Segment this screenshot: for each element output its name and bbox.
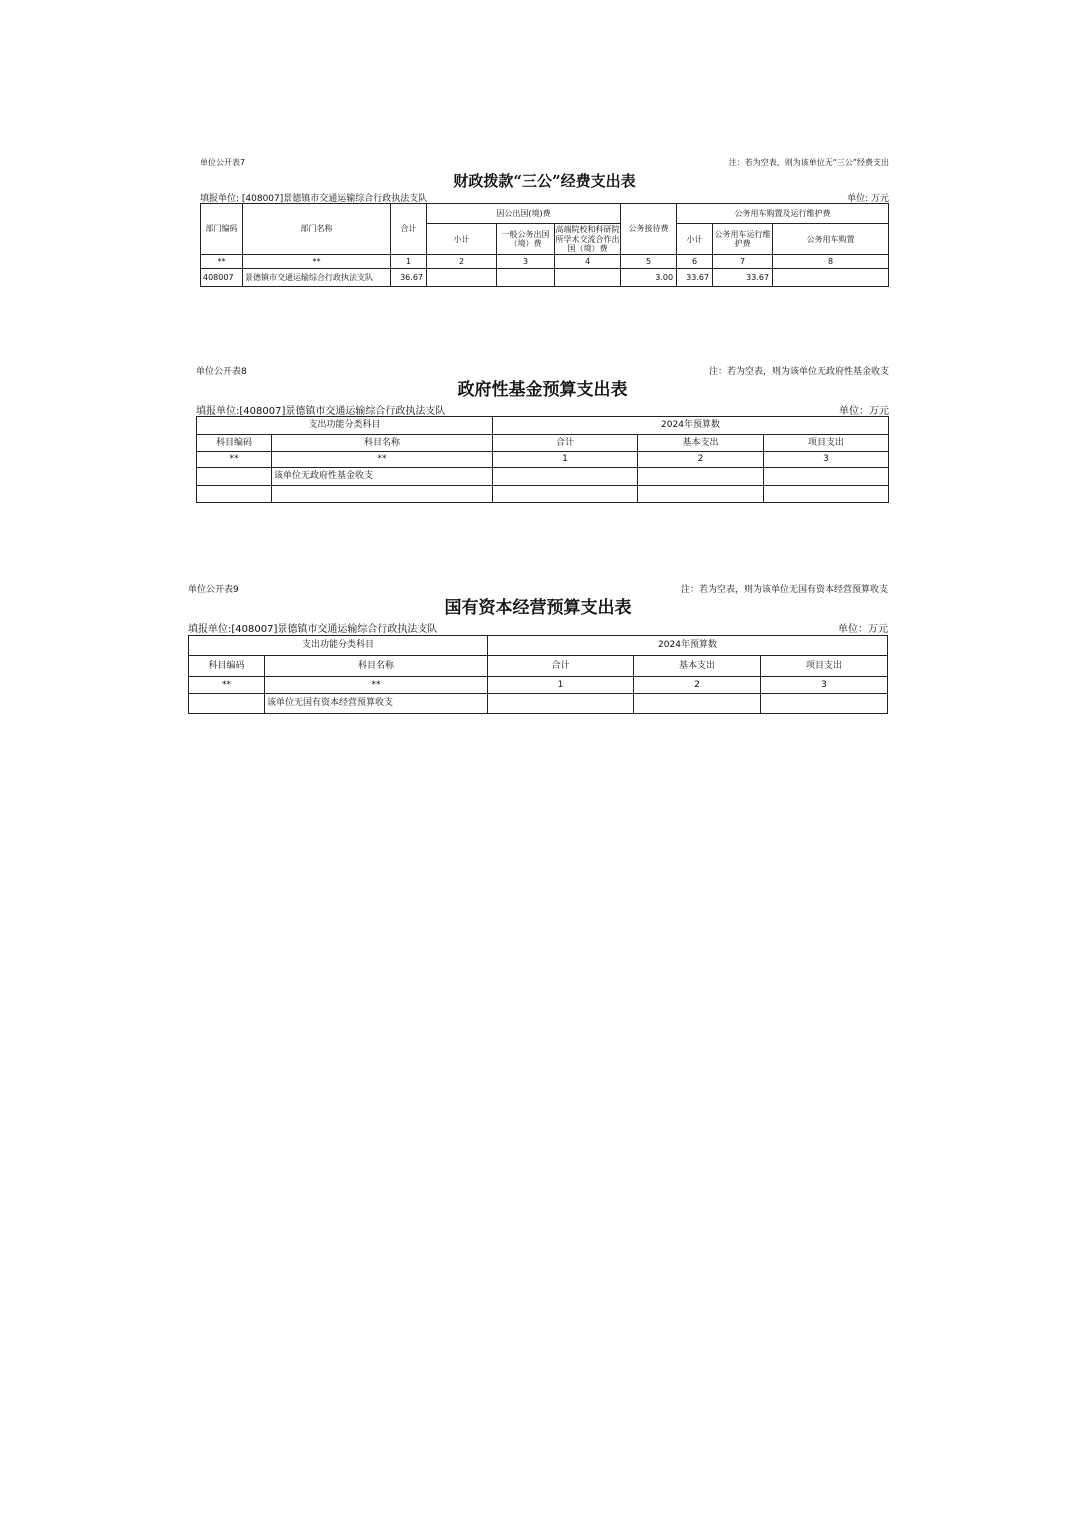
header-reception: 公务接待费 <box>621 204 677 255</box>
header-vehicle-run: 公务用车运行维护费 <box>713 224 773 255</box>
table9-unit: 单位：万元 <box>838 624 888 635</box>
table9-index-row <box>189 677 888 694</box>
table9-label: 单位公开表9 <box>188 585 239 595</box>
index-cell: 3 <box>764 452 889 468</box>
table9-filler: 填报单位:[408007]景德镇市交通运输综合行政执法支队 <box>188 624 438 635</box>
table7-note: 注：若为空表，则为该单位无“三公”经费支出 <box>728 158 889 167</box>
cell-vehicle-sub: 33.67 <box>677 269 713 287</box>
header-code: 科目编码 <box>197 435 272 452</box>
header-abroad: 因公出国(境)费 <box>427 204 621 224</box>
index-cell: ** <box>265 677 488 694</box>
cell-total <box>493 468 638 486</box>
table8-filler: 填报单位:[408007]景德镇市交通运输综合行政执法支队 <box>196 406 446 417</box>
cell-name: 该单位无政府性基金收支 <box>272 468 493 486</box>
table8-section <box>196 364 889 503</box>
cell-project <box>764 468 889 486</box>
header-name: 科目名称 <box>272 435 493 452</box>
table8-note: 注：若为空表，则为该单位无政府性基金收支 <box>708 367 889 377</box>
table8-label: 单位公开表8 <box>196 367 247 377</box>
table9-note: 注：若为空表，则为该单位无国有资本经营预算收支 <box>680 585 888 595</box>
header-abroad-academic: 高端院校和科研院所学术交流合作出国（境）费 <box>555 225 620 253</box>
table7-section <box>200 157 889 287</box>
cell-abroad-academic <box>555 269 621 287</box>
table8-index-row <box>197 452 889 468</box>
cell-reception: 3.00 <box>621 269 677 287</box>
table7 <box>200 203 889 287</box>
cell-name: 该单位无国有资本经营预算收支 <box>265 694 488 714</box>
index-cell: 2 <box>427 255 497 269</box>
cell-code <box>197 468 272 486</box>
header-dept-name: 部门名称 <box>243 204 391 255</box>
table9-title: 国有资本经营预算支出表 <box>444 598 632 618</box>
table7-data-row <box>201 269 889 287</box>
cell-total <box>488 694 634 714</box>
index-cell: 2 <box>638 452 764 468</box>
cell-total: 36.67 <box>391 269 427 287</box>
header-abroad-sub: 小计 <box>427 224 497 255</box>
index-cell: 5 <box>621 255 677 269</box>
index-cell: 3 <box>761 677 888 694</box>
header-project: 项目支出 <box>764 435 889 452</box>
header-vehicle-sub: 小计 <box>677 224 713 255</box>
header-name: 科目名称 <box>265 656 488 677</box>
header-total: 合计 <box>493 435 638 452</box>
header-code: 科目编码 <box>189 656 265 677</box>
index-cell: ** <box>189 677 265 694</box>
header-dept-code: 部门编码 <box>201 204 243 255</box>
table9-data-row <box>189 694 888 714</box>
table7-filler: 填报单位: [408007]景德镇市交通运输综合行政执法支队 <box>200 194 428 204</box>
header-func: 支出功能分类科目 <box>189 636 488 656</box>
table7-label: 单位公开表7 <box>200 158 246 167</box>
header-func: 支出功能分类科目 <box>197 417 493 435</box>
header-basic: 基本支出 <box>638 435 764 452</box>
index-cell: 6 <box>677 255 713 269</box>
header-total: 合计 <box>391 204 427 255</box>
index-cell: 1 <box>391 255 427 269</box>
index-cell: ** <box>197 452 272 468</box>
header-total: 合计 <box>488 656 634 677</box>
index-cell: 8 <box>773 255 889 269</box>
index-cell: 2 <box>634 677 761 694</box>
table9 <box>188 635 888 714</box>
index-cell: ** <box>272 452 493 468</box>
cell-dept-name: 景德镇市交通运输综合行政执法支队 <box>243 269 391 287</box>
table8-data-row <box>197 468 889 486</box>
cell-vehicle-buy <box>773 269 889 287</box>
header-vehicle: 公务用车购置及运行维护费 <box>677 204 889 224</box>
index-cell: 3 <box>497 255 555 269</box>
index-cell: ** <box>201 255 243 269</box>
index-cell: 1 <box>488 677 634 694</box>
index-cell: ** <box>243 255 391 269</box>
cell-project <box>761 694 888 714</box>
cell-dept-code: 408007 <box>201 269 243 287</box>
cell-abroad-sub <box>427 269 497 287</box>
cell-basic <box>634 694 761 714</box>
cell-abroad-general <box>497 269 555 287</box>
table7-title: 财政拨款“三公”经费支出表 <box>453 172 636 190</box>
table9-section <box>188 582 888 714</box>
header-budget: 2024年预算数 <box>493 417 889 435</box>
table7-unit: 单位: 万元 <box>847 194 889 204</box>
header-vehicle-buy: 公务用车购置 <box>773 224 889 255</box>
header-basic: 基本支出 <box>634 656 761 677</box>
index-cell: 7 <box>713 255 773 269</box>
table8-unit: 单位：万元 <box>839 406 889 417</box>
index-cell: 4 <box>555 255 621 269</box>
header-project: 项目支出 <box>761 656 888 677</box>
index-cell: 1 <box>493 452 638 468</box>
cell-vehicle-run: 33.67 <box>713 269 773 287</box>
header-budget: 2024年预算数 <box>488 636 888 656</box>
table8-empty-row <box>197 486 889 503</box>
table8 <box>196 416 889 503</box>
table8-title: 政府性基金预算支出表 <box>457 380 628 400</box>
cell-code <box>189 694 265 714</box>
cell-basic <box>638 468 764 486</box>
table7-index-row <box>201 255 889 269</box>
header-abroad-general: 一般公务出国（境）费 <box>497 224 555 255</box>
